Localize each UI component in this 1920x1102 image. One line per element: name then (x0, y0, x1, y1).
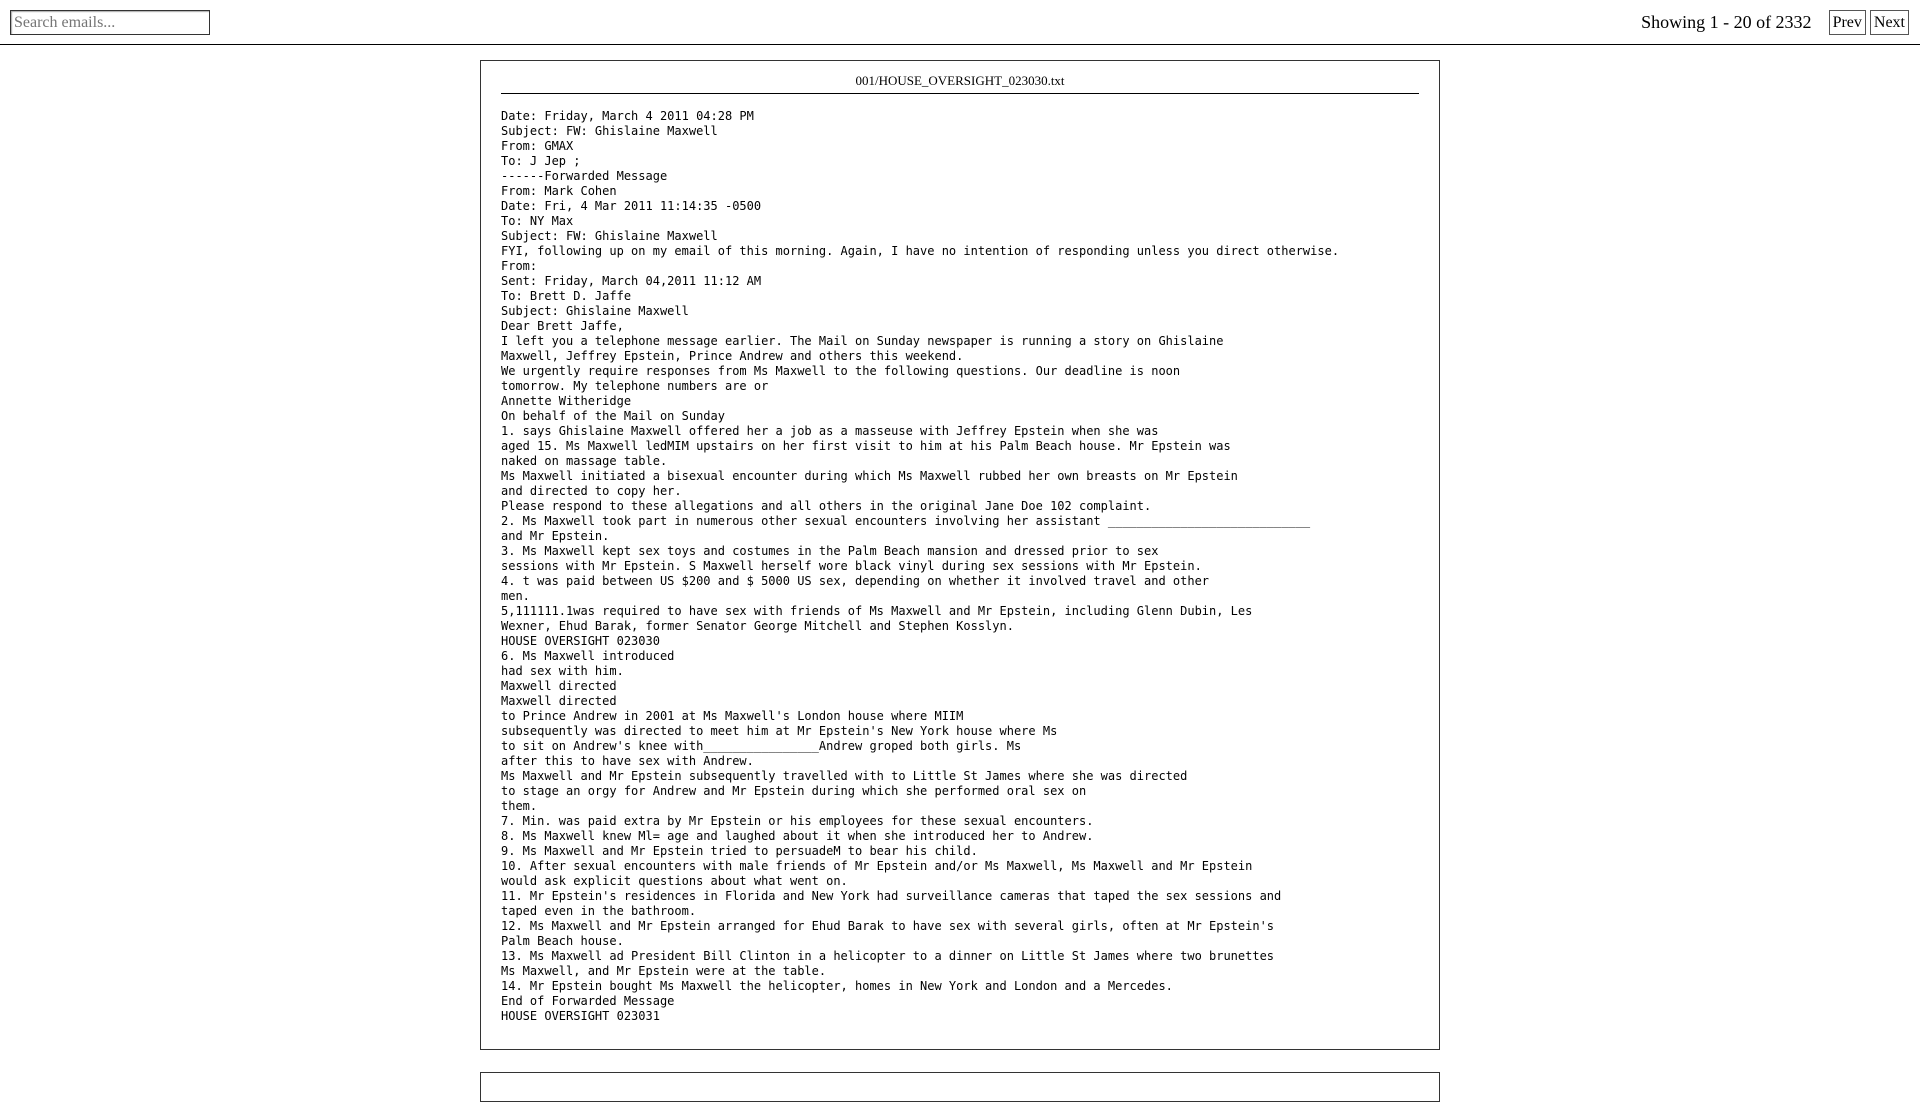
search-input[interactable] (10, 10, 210, 35)
email-line: Sent: Friday, March 04,2011 11:12 AM (501, 274, 762, 288)
email-line: 7. Min. was paid extra by Mr Epstein or his employees for these sexual encounters. (501, 814, 1094, 828)
email-line: subsequently was directed to meet him at Mr Epstein's New York house where Ms (501, 724, 1058, 738)
email-line: to stage an orgy for Andrew and Mr Epstein during which she performed oral sex on (501, 784, 1087, 798)
email-line: Ms Maxwell initiated a bisexual encounter during which Ms Maxwell rubbed her own breasts on Mr Epstein (501, 469, 1238, 483)
email-line: Palm Beach house. (501, 934, 624, 948)
email-line: Date: Fri, 4 Mar 2011 11:14:35 -0500 (501, 199, 762, 213)
email-line: Subject: FW: Ghislaine Maxwell (501, 229, 718, 243)
email-line: and Mr Epstein. (501, 529, 610, 543)
email-line: 3. Ms Maxwell kept sex toys and costumes in the Palm Beach mansion and dressed prior to sex (501, 544, 1159, 558)
email-line: Maxwell directed (501, 694, 617, 708)
email-line: We urgently require responses from Ms Maxwell to the following questions. Our deadline is noon (501, 364, 1181, 378)
email-line: HOUSE OVERSIGHT 023030 (501, 634, 660, 648)
pagination (1641, 10, 1909, 35)
email-line: FYI, following up on my email of this morning. Again, I have no intention of responding unless you direct otherwise. (501, 244, 1340, 258)
email-line: On behalf of the Mail on Sunday (501, 409, 725, 423)
email-line: Dear Brett Jaffe, (501, 319, 624, 333)
email-line: to sit on Andrew's knee with________________Andrew groped both girls. Ms (501, 739, 1022, 753)
email-line: Date: Friday, March 4 2011 04:28 PM (501, 109, 754, 123)
email-line: From: GMAX (501, 139, 574, 153)
email-line: to Prince Andrew in 2001 at Ms Maxwell's London house where MIIM (501, 709, 964, 723)
email-line: 11. Mr Epstein's residences in Florida and New York had surveillance cameras that taped the sex sessions and (501, 889, 1282, 903)
email-line: taped even in the bathroom. (501, 904, 697, 918)
email-line: 12. Ms Maxwell and Mr Epstein arranged for Ehud Barak to have sex with several girls, often at Mr Epstein's (501, 919, 1275, 933)
email-line: Annette Witheridge (501, 394, 632, 408)
email-body (501, 109, 1419, 1024)
email-line: would ask explicit questions about what went on. (501, 874, 848, 888)
email-line: Ms Maxwell, and Mr Epstein were at the table. (501, 964, 827, 978)
email-line: them. (501, 799, 538, 813)
email-line: sessions with Mr Epstein. S Maxwell herself wore black vinyl during sex sessions with Mr Epstein. (501, 559, 1202, 573)
email-line: From: Mark Cohen (501, 184, 617, 198)
email-line: Please respond to these allegations and all others in the original Jane Doe 102 complaint. (501, 499, 1152, 513)
email-line: I left you a telephone message earlier. The Mail on Sunday newspaper is running a story on Ghislaine (501, 334, 1224, 348)
email-line: 1. says Ghislaine Maxwell offered her a job as a masseuse with Jeffrey Epstein when she was (501, 424, 1159, 438)
email-filename: 001/HOUSE_OVERSIGHT_023030.txt (501, 61, 1419, 94)
email-line: naked on massage table. (501, 454, 668, 468)
email-line: 9. Ms Maxwell and Mr Epstein tried to persuadeM to bear his child. (501, 844, 978, 858)
next-button[interactable]: Next (1870, 10, 1909, 35)
email-line: End of Forwarded Message (501, 994, 675, 1008)
prev-button[interactable]: Prev (1829, 10, 1866, 35)
email-line: had sex with him. (501, 664, 624, 678)
email-line: 10. After sexual encounters with male friends of Mr Epstein and/or Ms Maxwell, Ms Maxwell and Mr Epstein (501, 859, 1253, 873)
email-line: Wexner, Ehud Barak, former Senator George Mitchell and Stephen Kosslyn. (501, 619, 1014, 633)
email-line: To: NY Max (501, 214, 574, 228)
email-line: Subject: Ghislaine Maxwell (501, 304, 689, 318)
email-card (480, 60, 1440, 1050)
email-line: men. (501, 589, 530, 603)
email-line: 14. Mr Epstein bought Ms Maxwell the helicopter, homes in New York and London and a Mercedes. (501, 979, 1173, 993)
email-line: 8. Ms Maxwell knew Ml= age and laughed about it when she introduced her to Andrew. (501, 829, 1094, 843)
email-line: 6. Ms Maxwell introduced (501, 649, 675, 663)
email-line: 5,111111.1was required to have sex with friends of Ms Maxwell and Mr Epstein, including Glenn Dubin, Les (501, 604, 1253, 618)
email-line: 4. t was paid between US $200 and $ 5000 US sex, depending on whether it involved travel and other (501, 574, 1210, 588)
email-line: Maxwell directed (501, 679, 617, 693)
email-card-next (480, 1072, 1440, 1102)
email-line: Ms Maxwell and Mr Epstein subsequently travelled with to Little St James where she was directed (501, 769, 1188, 783)
email-line: To: Brett D. Jaffe (501, 289, 632, 303)
email-line: tomorrow. My telephone numbers are or (501, 379, 769, 393)
email-line: Maxwell, Jeffrey Epstein, Prince Andrew and others this weekend. (501, 349, 964, 363)
email-line: after this to have sex with Andrew. (501, 754, 754, 768)
email-line: From: (501, 259, 538, 273)
email-line: 2. Ms Maxwell took part in numerous other sexual encounters involving her assistant ____________________________ (501, 514, 1311, 528)
email-line: and directed to copy her. (501, 484, 682, 498)
email-line: ------Forwarded Message (501, 169, 668, 183)
email-line: aged 15. Ms Maxwell ledMIM upstairs on her first visit to him at his Palm Beach house. Mr Epstein was (501, 439, 1231, 453)
email-line: HOUSE OVERSIGHT 023031 (501, 1009, 660, 1023)
top-toolbar (0, 0, 1920, 45)
results-count: Showing 1 - 20 of 2332 (1641, 12, 1812, 32)
email-line: To: J Jep ; (501, 154, 581, 168)
email-line: Subject: FW: Ghislaine Maxwell (501, 124, 718, 138)
email-line: 13. Ms Maxwell ad President Bill Clinton in a helicopter to a dinner on Little St James where two brunettes (501, 949, 1275, 963)
